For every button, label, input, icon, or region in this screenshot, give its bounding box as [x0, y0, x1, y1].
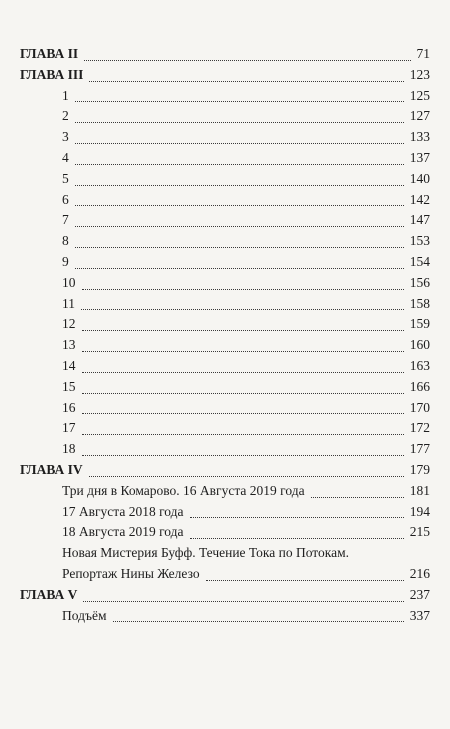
toc-page-number: 127	[409, 108, 430, 124]
toc-entry-title: 17	[62, 420, 76, 436]
toc-page-number: 181	[409, 482, 430, 498]
dot-leader	[75, 225, 404, 227]
toc-page-number: 237	[409, 586, 430, 602]
dot-leader	[75, 246, 404, 248]
toc-page-number: 177	[409, 441, 430, 457]
toc-entry	[20, 314, 430, 335]
toc-entry	[20, 169, 430, 190]
dot-leader	[84, 59, 410, 61]
toc-entry	[20, 418, 430, 439]
toc-chapter	[20, 65, 430, 86]
toc-entry-title: 11	[62, 295, 75, 311]
toc-entry	[20, 273, 430, 294]
toc-entry	[20, 210, 430, 231]
toc-entry-title: 9	[62, 253, 69, 269]
toc-page-number: 156	[409, 274, 430, 290]
toc-entry-title: Подъём	[62, 607, 107, 623]
dot-leader	[190, 516, 404, 518]
toc-entry	[20, 606, 430, 627]
dot-leader	[89, 475, 404, 477]
dot-leader	[75, 267, 404, 269]
toc-page-number: 215	[409, 524, 430, 540]
toc-entry	[20, 543, 430, 585]
dot-leader	[190, 537, 404, 539]
toc-entry-title: 5	[62, 170, 69, 186]
toc-page-number: 153	[409, 233, 430, 249]
dot-leader	[206, 579, 404, 581]
dot-leader	[311, 496, 404, 498]
toc-entry	[20, 502, 430, 523]
dot-leader	[82, 329, 404, 331]
toc-entry	[20, 439, 430, 460]
toc-entry-title: 2	[62, 108, 69, 124]
toc-chapter-title: ГЛАВА III	[20, 66, 84, 82]
toc-entry-title: 18	[62, 441, 76, 457]
toc-entry	[20, 231, 430, 252]
toc-entry	[20, 106, 430, 127]
toc-entry	[20, 398, 430, 419]
toc-entry-title: 14	[62, 357, 76, 373]
toc-page-number: 172	[409, 420, 430, 436]
toc-entry	[20, 356, 430, 377]
toc-entry	[20, 190, 430, 211]
toc-entry	[20, 522, 430, 543]
dot-leader	[75, 163, 404, 165]
toc-page-number: 142	[409, 191, 430, 207]
dot-leader	[75, 121, 404, 123]
toc-page-number: 137	[409, 149, 430, 165]
toc-page-number: 194	[409, 503, 430, 519]
toc-page-number: 337	[409, 607, 430, 623]
toc-page-number: 160	[409, 337, 430, 353]
dot-leader	[75, 204, 404, 206]
toc-page-number: 163	[409, 357, 430, 373]
table-of-contents	[20, 44, 430, 626]
toc-entry-title: 15	[62, 378, 76, 394]
dot-leader	[82, 412, 404, 414]
toc-chapter	[20, 585, 430, 606]
toc-page-number: 158	[409, 295, 430, 311]
dot-leader	[113, 620, 404, 622]
toc-entry-title: 4	[62, 149, 69, 165]
toc-page-number: 154	[409, 253, 430, 269]
toc-page-number: 71	[416, 46, 430, 61]
toc-page-number: 133	[409, 129, 430, 145]
toc-entry	[20, 252, 430, 273]
dot-leader	[89, 80, 403, 82]
toc-entry	[20, 148, 430, 169]
toc-page-number: 216	[409, 565, 430, 581]
toc-entry	[20, 294, 430, 315]
toc-entry-title: 6	[62, 191, 69, 207]
toc-entry-title: 8	[62, 233, 69, 249]
dot-leader	[82, 392, 404, 394]
toc-entry-title: 1	[62, 87, 69, 103]
toc-entry	[20, 86, 430, 107]
toc-chapter	[20, 44, 430, 65]
toc-chapter	[20, 460, 430, 481]
dot-leader	[82, 433, 404, 435]
toc-entry-title: 7	[62, 212, 69, 228]
toc-page-number: 166	[409, 378, 430, 394]
toc-page-number: 125	[409, 87, 430, 103]
toc-entry-title: 13	[62, 337, 76, 353]
toc-page-number: 170	[409, 399, 430, 415]
toc-entry-title: 3	[62, 129, 69, 145]
toc-chapter-title: ГЛАВА V	[20, 586, 78, 602]
toc-entry	[20, 127, 430, 148]
dot-leader	[81, 308, 404, 310]
toc-entry-title: 17 Августа 2018 года	[62, 503, 184, 519]
toc-entry	[20, 377, 430, 398]
dot-leader	[82, 350, 404, 352]
toc-entry-title-line2: Репортаж Нины Железо	[62, 565, 200, 581]
toc-entry-title: Три дня в Комарово. 16 Августа 2019 года	[62, 482, 305, 498]
toc-chapter-title: ГЛАВА II	[20, 46, 79, 61]
dot-leader	[75, 184, 404, 186]
dot-leader	[75, 100, 404, 102]
toc-entry-title: 12	[62, 316, 76, 332]
toc-entry	[20, 335, 430, 356]
toc-page-number: 159	[409, 316, 430, 332]
toc-page-number: 147	[409, 212, 430, 228]
toc-entry-title: 10	[62, 274, 76, 290]
toc-entry-title: 18 Августа 2019 года	[62, 524, 184, 540]
toc-page-number: 179	[409, 461, 430, 477]
toc-page-number: 140	[409, 170, 430, 186]
dot-leader	[82, 371, 404, 373]
toc-entry	[20, 481, 430, 502]
dot-leader	[75, 142, 404, 144]
toc-entry-title-line1: Новая Мистерия Буфф. Течение Тока по Потокам.	[62, 545, 350, 561]
dot-leader	[82, 288, 404, 290]
toc-entry-title: 16	[62, 399, 76, 415]
dot-leader	[83, 600, 403, 602]
dot-leader	[82, 454, 404, 456]
toc-page-number: 123	[409, 66, 430, 82]
toc-chapter-title: ГЛАВА IV	[20, 461, 83, 477]
